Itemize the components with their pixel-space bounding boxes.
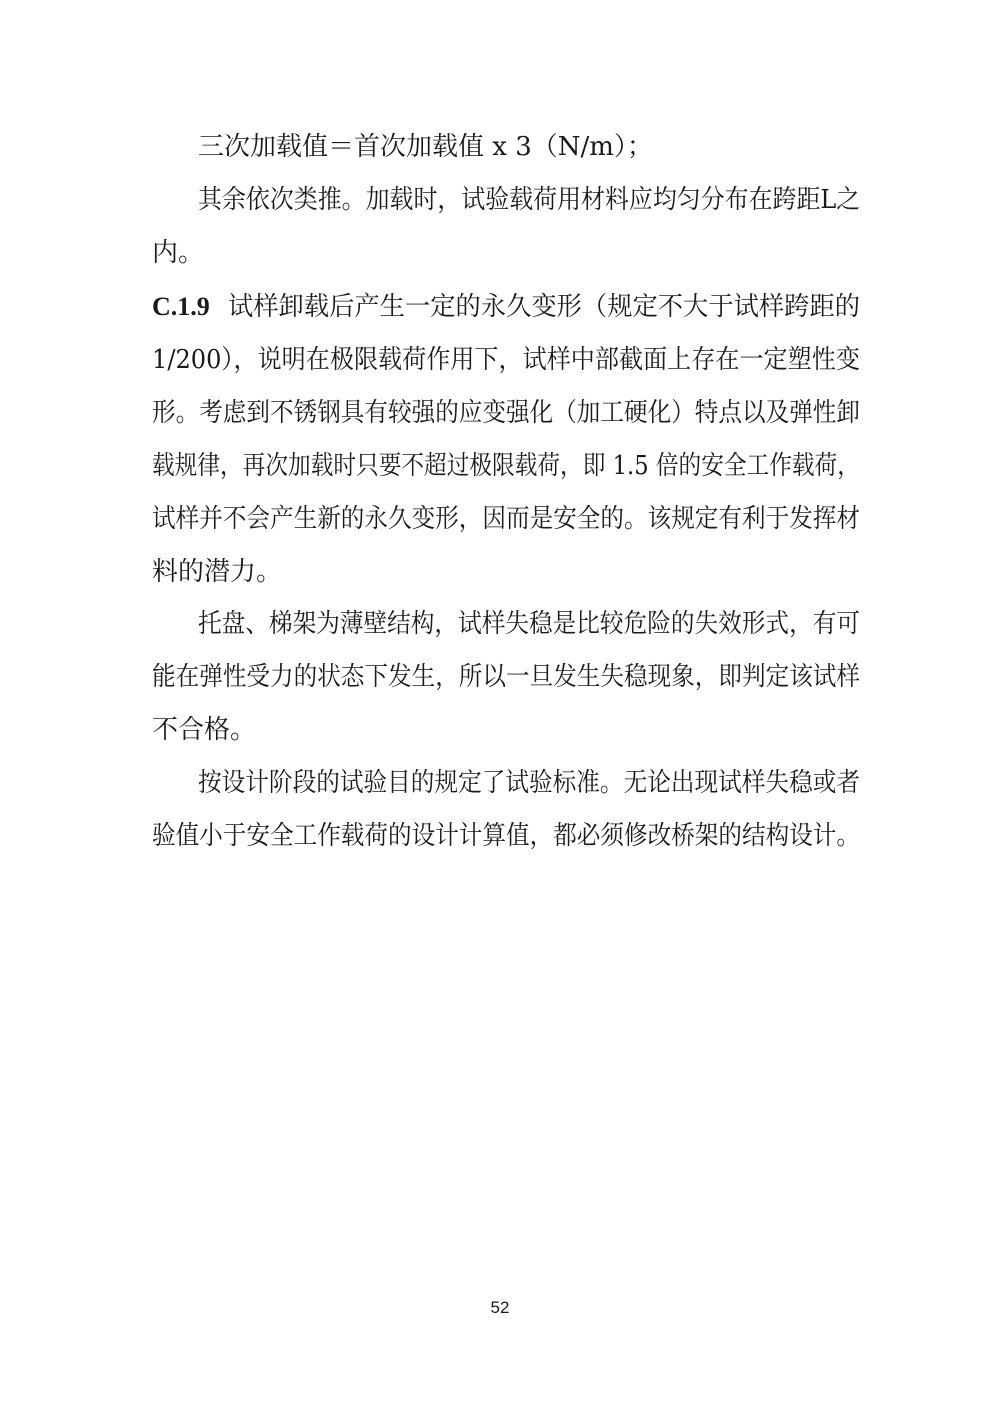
text-line: 载规律，再次加载时只要不超过极限载荷，即 1.5 倍的安全工作载荷， xyxy=(152,451,860,481)
text-line: 能在弹性受力的状态下发生，所以一旦发生失稳现象，即判定该试样 xyxy=(152,662,861,692)
text-line: 验值小于安全工作载荷的设计计算值，都必须修改桥架的结构设计。 xyxy=(152,821,861,851)
clause-number: C.1.9 xyxy=(152,292,210,321)
text-line: 托盘、梯架为薄壁结构，试样失稳是比较危险的失效形式，有可 xyxy=(198,609,861,639)
page-number: 52 xyxy=(490,1298,510,1317)
text-line: 不合格。 xyxy=(152,715,257,745)
text-line: 试样并不会产生新的永久变形，因而是安全的。该规定有利于发挥材 xyxy=(152,504,861,534)
text-line: 按设计阶段的试验目的规定了试验标准。无论出现试样失稳或者 xyxy=(198,768,861,798)
text-line: 试样卸载后产生一定的永久变形（规定不大于试样跨距的 xyxy=(228,292,861,322)
text-line: 1/200），说明在极限载荷作用下，试样中部截面上存在一定塑性变 xyxy=(152,345,860,375)
text-line: 料的潜力。 xyxy=(152,557,283,587)
text-line: 三次加载值＝首次加载值 x 3（N/m）； xyxy=(198,132,653,162)
text-line: 其余依次类推。加载时，试验载荷用材料应均匀分布在跨距L之 xyxy=(198,185,861,215)
text-line: 内。 xyxy=(152,238,205,268)
text-line: 形。考虑到不锈钢具有较强的应变强化（加工硬化）特点以及弹性卸 xyxy=(152,398,861,428)
